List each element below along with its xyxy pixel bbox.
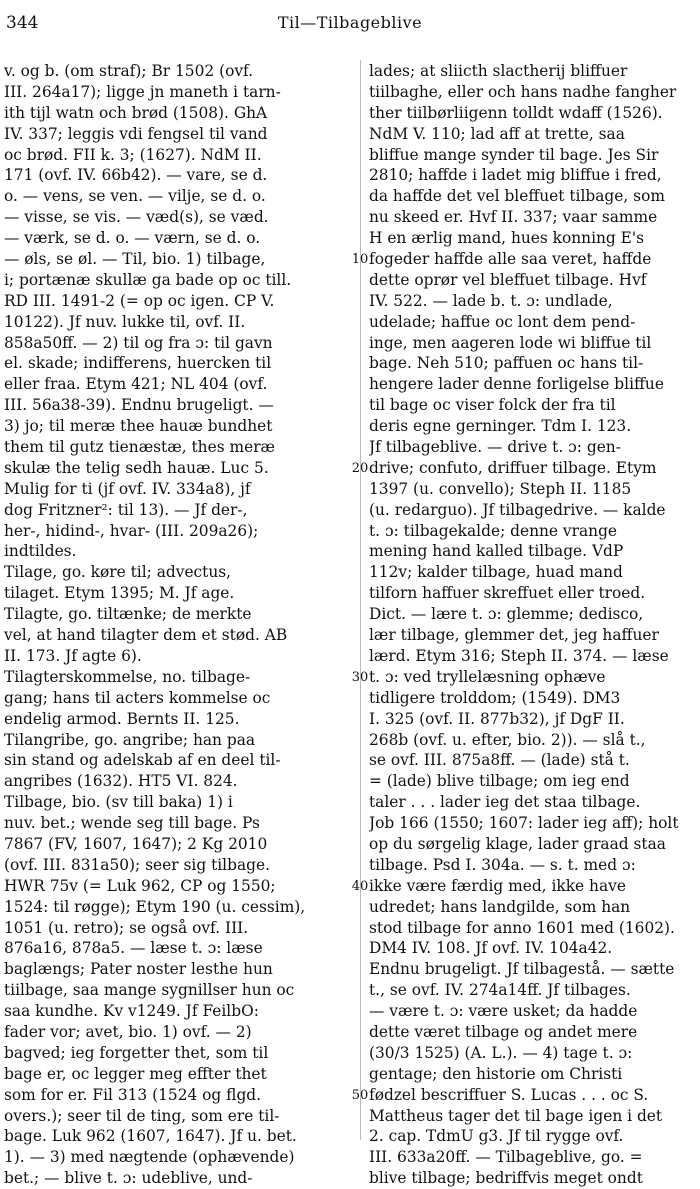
text-line: o. — vens, se ven. — vilje, se d. o. (4, 187, 266, 206)
text-line: III. 56a38-39). Endnu brugeligt. — (4, 396, 274, 415)
text-line: se ovf. III. 875a8ff. — (lade) stå t. (369, 751, 630, 770)
text-line: (30/3 1525) (A. L.). — 4) tage t. ɔ: (369, 1043, 633, 1062)
text-line: nu skeed er. Hvf II. 337; vaar samme (369, 208, 658, 227)
text-line: el. skade; indifferens, huercken til (4, 354, 272, 373)
text-line: Endnu brugeligt. Jf tilbagestå. — sætte (369, 960, 675, 979)
text-line: 268b (ovf. u. efter, bio. 2)). — slå t., (369, 730, 646, 749)
text-line: IV. 522. — lade b. t. ɔ: undlade, (369, 291, 613, 310)
text-line: blive tilbage; bedriffvis meget ondt (369, 1169, 643, 1188)
text-line: DM4 IV. 108. Jf ovf. IV. 104a42. (369, 939, 613, 958)
text-line: II. 173. Jf agte 6). (4, 646, 142, 665)
text-line: t. ɔ: ved tryllelæsning ophæve (369, 667, 606, 686)
text-line: i; portænæ skullæ ga bade op oc till. (4, 270, 292, 289)
text-line: som for er. Fil 313 (1524 og flgd. (4, 1085, 262, 1104)
text-line: oc brød. FII k. 3; (1627). NdM II. (4, 145, 262, 164)
text-line: t., se ovf. IV. 274a14ff. Jf tilbages. (369, 981, 631, 1000)
text-line: v. og b. (om straf); Br 1502 (ovf. (4, 62, 254, 80)
text-line: dette været tilbage og andet mere (369, 1022, 638, 1041)
text-line: tiilbaghe, eller och hans nadhe fangher (369, 82, 677, 101)
text-line: 876a16, 878a5. — læse t. ɔ: læse (4, 939, 263, 958)
text-line: 1). — 3) med nægtende (ophævende) (4, 1148, 295, 1167)
line-number: 50 (351, 1088, 369, 1104)
page-number: 344 (6, 13, 39, 33)
text-line: fogeder haffde alle saa veret, haffde (369, 250, 652, 269)
page-header (0, 0, 700, 60)
text-line: — værk, se d. o. — værn, se d. o. (4, 229, 261, 248)
line-number: 40 (351, 879, 369, 895)
text-line: op du sørgelig klage, lader graad staa (369, 834, 666, 853)
text-line: 112v; kalder tilbage, huad mand (369, 563, 623, 582)
text-line: 858a50ff. — 2) til og fra ɔ: til gavn (4, 333, 273, 352)
text-line: 1397 (u. convello); Steph II. 1185 (369, 479, 632, 498)
text-line: lær tilbage, glemmer det, jeg haffuer (369, 626, 659, 645)
text-line: her-, hidind-, hvar- (III. 209a26); (4, 521, 259, 540)
running-head: Til—Tilbageblive (277, 13, 423, 32)
text-line: H en ærlig mand, hues konning E's (369, 229, 645, 248)
text-line: Tilage, go. køre til; advectus, (4, 563, 232, 582)
text-line: bagved; ieg forgetter thet, som til (4, 1043, 269, 1062)
text-line: Tilbage, bio. (sv till baka) 1) i (4, 793, 233, 812)
text-line: tiilbage, saa mange sygnillser hun oc (4, 981, 295, 1000)
text-line: dette oprør vel bleffuet tilbage. Hvf (369, 270, 647, 289)
text-line: lærd. Etym 316; Steph II. 374. — læse (369, 646, 669, 665)
text-line: 10122). Jf nuv. lukke til, ovf. II. (4, 312, 246, 331)
column-divider (360, 60, 361, 1140)
text-line: bage. Neh 510; paffuen oc hans til- (369, 354, 644, 373)
text-line: drive; confuto, driffuer tilbage. Etym (369, 458, 657, 477)
text-line: indtildes. (4, 542, 77, 561)
text-line: gentage; den historie om Christi (369, 1064, 623, 1083)
right-column (369, 61, 697, 1189)
text-line: nuv. bet.; wende seg till bage. Ps (4, 814, 260, 833)
text-line: skulæ the telig sedh hauæ. Luc 5. (4, 458, 269, 477)
text-line: endelig armod. Bernts II. 125. (4, 709, 240, 728)
text-line: 2. cap. TdmU g3. Jf til rygge ovf. (369, 1127, 624, 1146)
text-line: III. 264a17); ligge jn maneth i tarn- (4, 82, 281, 101)
text-line: HWR 75v (= Luk 962, CP og 1550; (4, 876, 276, 895)
text-line: — visse, se vis. — væd(s), se væd. (4, 208, 269, 227)
text-line: eller fraa. Etym 421; NL 404 (ovf. (4, 375, 268, 394)
text-line: dog Fritzner²: til 13). — Jf der-, (4, 500, 248, 519)
text-line: (u. redarguo). Jf tilbagedrive. — kalde (369, 500, 666, 519)
text-line: Tilangribe, go. angribe; han paa (4, 730, 256, 749)
text-line: vel, at hand tilagter dem et stød. AB (4, 626, 288, 645)
text-line: Job 166 (1550; 1607: lader ieg aff); holt (369, 814, 679, 833)
left-column (4, 61, 344, 1189)
text-line: ther tiilbørliigenn tolldt wdaff (1526). (369, 103, 663, 122)
text-line: mening hand kalled tilbage. VdP (369, 542, 624, 561)
text-line: tilaget. Etym 1395; M. Jf age. (4, 584, 235, 603)
text-line: — være t. ɔ: være usket; da hadde (369, 1002, 638, 1021)
text-line: fader vor; avet, bio. 1) ovf. — 2) (4, 1022, 252, 1041)
text-line: NdM V. 110; lad aff at trette, saa (369, 124, 625, 143)
text-line: sin stand og adelskab af en deel til- (4, 751, 281, 770)
text-line: ith tijl watn och brød (1508). GhA (4, 103, 268, 122)
text-line: gang; hans til acters kommelse oc (4, 688, 271, 707)
text-line: bliffue mange synder til bage. Jes Sir (369, 145, 659, 164)
text-line: inge, men aageren lode wi bliffue til (369, 333, 652, 352)
text-line: bet.; — blive t. ɔ: udeblive, und- (4, 1169, 253, 1188)
text-line: til bage oc viser folck der fra til (369, 396, 616, 415)
text-line: Tilagterskommelse, no. tilbage- (4, 667, 251, 686)
text-line: ikke være færdig med, ikke have (369, 876, 626, 895)
text-line: 7867 (FV, 1607, 1647); 2 Kg 2010 (4, 834, 268, 853)
text-line: tilforn haffuer skreffuet eller troed. (369, 584, 646, 603)
text-line: taler . . . lader ieg det staa tilbage. (369, 793, 641, 812)
text-line: tidligere trolddom; (1549). DM3 (369, 688, 621, 707)
text-line: stod tilbage for anno 1601 med (1602). (369, 918, 675, 937)
text-line: angribes (1632). HT5 VI. 824. (4, 772, 238, 791)
text-line: deris egne gerninger. Tdm I. 123. (369, 417, 632, 436)
text-line: tilbage. Psd I. 304a. — s. t. med ɔ: (369, 855, 636, 874)
text-line: Tilagte, go. tiltænke; de merkte (4, 605, 252, 624)
text-line: 1051 (u. retro); se også ovf. III. (4, 918, 249, 937)
text-line: lades; at sliicth slactherij bliffuer (369, 62, 628, 80)
text-line: t. ɔ: tilbagekalde; denne vrange (369, 521, 618, 540)
text-line: da haffde det vel bleffuet tilbage, som (369, 187, 665, 206)
text-line: — øls, se øl. — Til, bio. 1) tilbage, (4, 250, 266, 269)
text-line: udredet; hans landgilde, som han (369, 897, 631, 916)
text-line: saa kundhe. Kv v1249. Jf FeilbO: (4, 1002, 259, 1021)
text-line: III. 633a20ff. — Tilbageblive, go. = (369, 1148, 643, 1167)
text-line: IV. 337; leggis vdi fengsel til vand (4, 124, 268, 143)
text-line: (ovf. III. 831a50); seer sig tilbage. (4, 855, 270, 874)
text-line: Mulig for ti (jf ovf. IV. 334a8), jf (4, 479, 251, 498)
line-number: 30 (351, 670, 369, 686)
text-line: Dict. — lære t. ɔ: glemme; dedisco, (369, 605, 644, 624)
text-line: Jf tilbageblive. — drive t. ɔ: gen- (369, 438, 621, 457)
line-number: 20 (351, 461, 369, 477)
text-line: them til gutz tienæstæ, thes meræ (4, 438, 276, 457)
text-line: RD III. 1491-2 (= op oc igen. CP V. (4, 291, 275, 310)
text-line: udelade; haffue oc lont dem pend- (369, 312, 636, 331)
text-line: overs.); seer til de ting, som ere til- (4, 1106, 280, 1125)
text-line: = (lade) blive tilbage; om ieg end (369, 772, 630, 791)
text-line: hengere lader denne forligelse bliffue (369, 375, 664, 394)
text-line: 171 (ovf. IV. 66b42). — vare, se d. (4, 166, 268, 185)
text-line: fødzel bescriffuer S. Lucas . . . oc S. (369, 1085, 649, 1104)
line-number: 10 (351, 252, 369, 268)
text-line: Mattheus tager det til bage igen i det (369, 1106, 663, 1125)
text-line: baglængs; Pater noster lesthe hun (4, 960, 273, 979)
text-line: 3) jo; til meræ thee hauæ bundhet (4, 417, 273, 436)
text-line: I. 325 (ovf. II. 877b32), jf DgF II. (369, 709, 625, 728)
text-line: bage er, oc legger meg effter thet (4, 1064, 267, 1083)
text-line: bage. Luk 962 (1607, 1647). Jf u. bet. (4, 1127, 297, 1146)
text-line: 2810; haffde i ladet mig bliffue i fred, (369, 166, 662, 185)
text-line: 1524: til røgge); Etym 190 (u. cessim), (4, 897, 306, 916)
